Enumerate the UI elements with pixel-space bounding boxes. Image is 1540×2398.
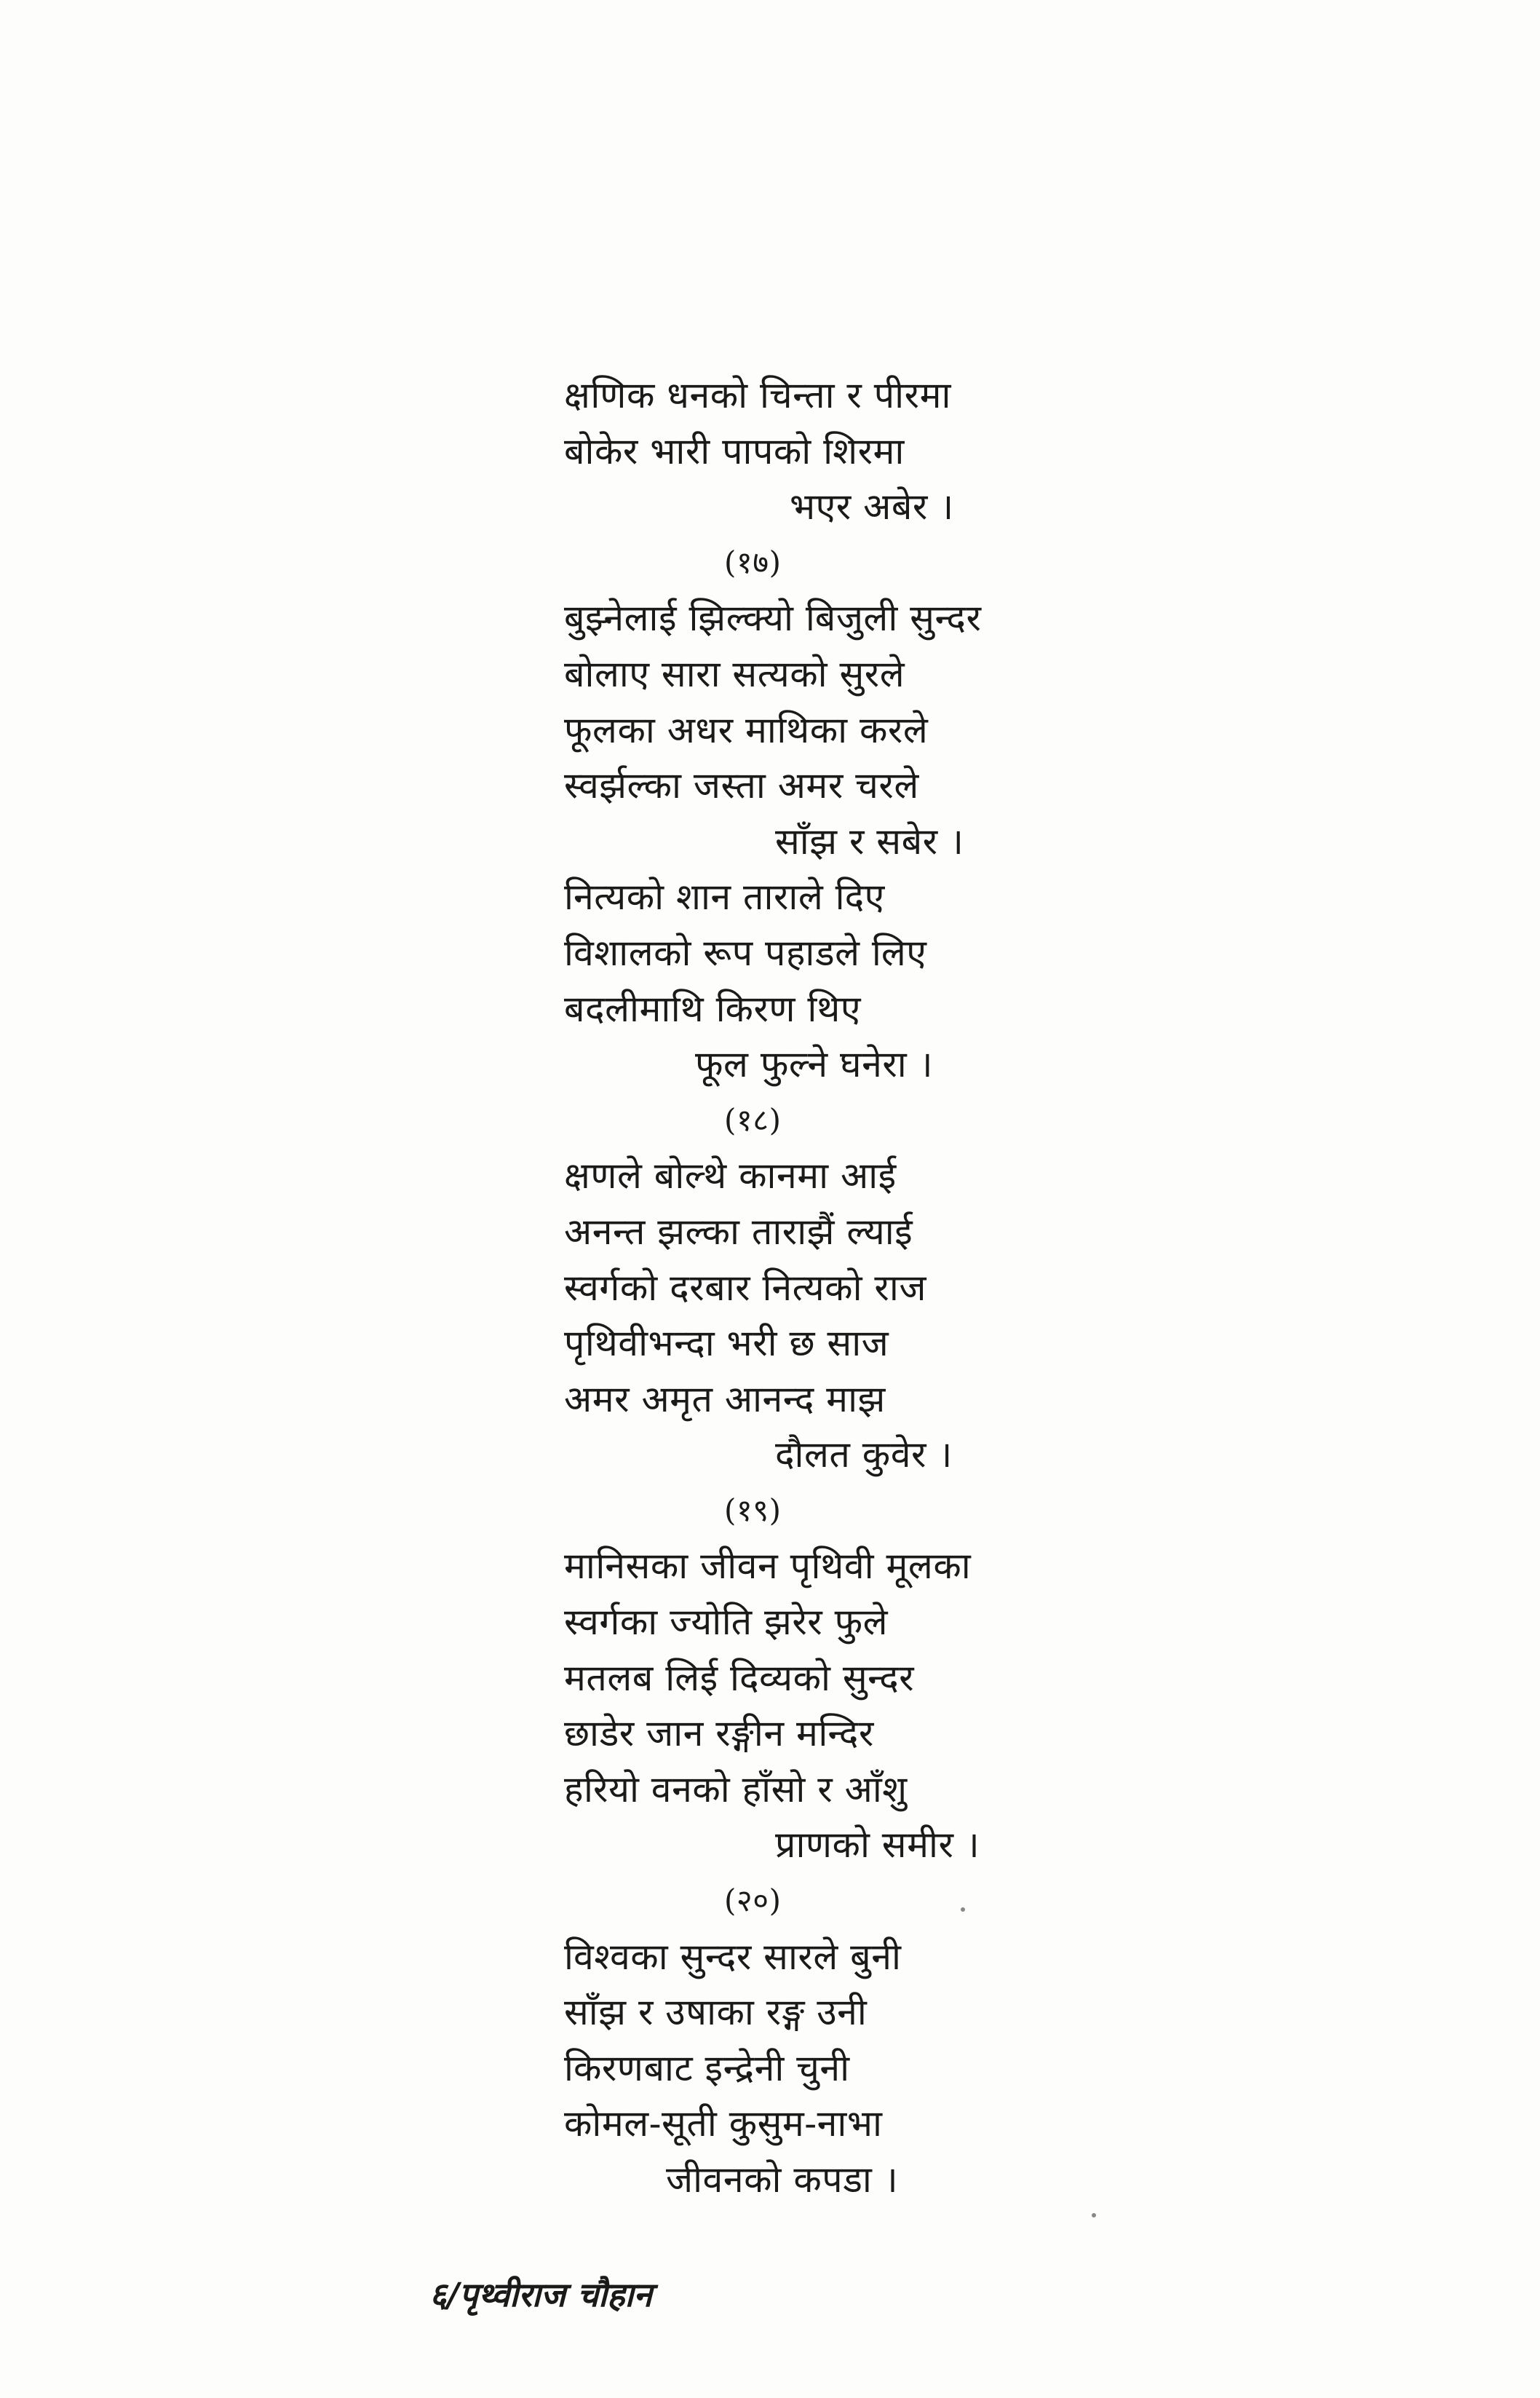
poem-line: मतलब लिई दिव्यको सुन्दर	[564, 1656, 915, 1699]
poem-line: कोमल-सूती कुसुम-नाभा	[564, 2102, 883, 2145]
poem-line: अनन्त झल्का ताराझैं ल्याई	[564, 1210, 913, 1253]
poem-line: फूलका अधर माथिका करले	[564, 708, 929, 751]
refrain-line: प्राणको समीर ।	[775, 1824, 980, 1867]
poem-line: पृथिवीभन्दा भरी छ साज	[564, 1322, 889, 1365]
poem-line: साँझ र उषाका रङ्ग उनी	[564, 1991, 868, 2034]
poem-body	[564, 368, 1117, 2208]
poem-line: स्वर्झल्का जस्ता अमर चरले	[564, 764, 919, 807]
poem-line: छाडेर जान रङ्गीन मन्दिर	[564, 1712, 874, 1755]
poem-line: अमर अमृत आनन्द माझ	[564, 1377, 886, 1420]
poem-line: हरियो वनको हाँसो र आँशु	[564, 1768, 908, 1811]
scan-speck	[961, 1907, 965, 1912]
refrain-line: भएर अबेर ।	[790, 486, 954, 529]
poem-line: बुझ्नेलाई झिल्क्यो बिजुली सुन्दर	[564, 597, 982, 640]
poem-line: बोकेर भारी पापको शिरमा	[564, 430, 905, 472]
refrain-line: साँझ र सबेर ।	[775, 820, 964, 863]
poem-line: नित्यको शान ताराले दिए	[564, 876, 885, 919]
refrain-line: दौलत कुवेर ।	[775, 1433, 953, 1476]
poem-line: क्षणले बोल्थे कानमा आई	[564, 1155, 897, 1198]
stanza-number: (२०)	[724, 1883, 782, 1919]
poem-line: स्वर्गका ज्योति झरेर फुले	[564, 1601, 889, 1644]
poem-line: स्वर्गको दरबार नित्यको राज	[564, 1266, 926, 1309]
scan-speck	[1092, 2213, 1096, 2217]
poem-line: किरणबाट इन्द्रेनी चुनी	[564, 2046, 850, 2089]
refrain-line: जीवनको कपडा ।	[666, 2158, 899, 2201]
stanza-number: (१७)	[724, 544, 782, 580]
poem-line: बोलाए सारा सत्यको सुरले	[564, 652, 905, 695]
poem-line: विशालको रूप पहाडले लिए	[564, 931, 927, 974]
poem-line: क्षणिक धनको चिन्ता र पीरमा	[564, 374, 951, 416]
poem-line: मानिसका जीवन पृथिवी मूलका	[564, 1545, 972, 1588]
page-footer: ६/पृथ्वीराज चौहान	[429, 2275, 652, 2314]
stanza-number: (१९)	[724, 1492, 782, 1528]
refrain-line: फूल फुल्ने घनेरा ।	[695, 1043, 934, 1086]
poem-line: बदलीमाथि किरण थिए	[564, 987, 861, 1030]
poem-line: विश्वका सुन्दर सारले बुनी	[564, 1935, 902, 1978]
stanza-number: (१८)	[724, 1101, 782, 1138]
